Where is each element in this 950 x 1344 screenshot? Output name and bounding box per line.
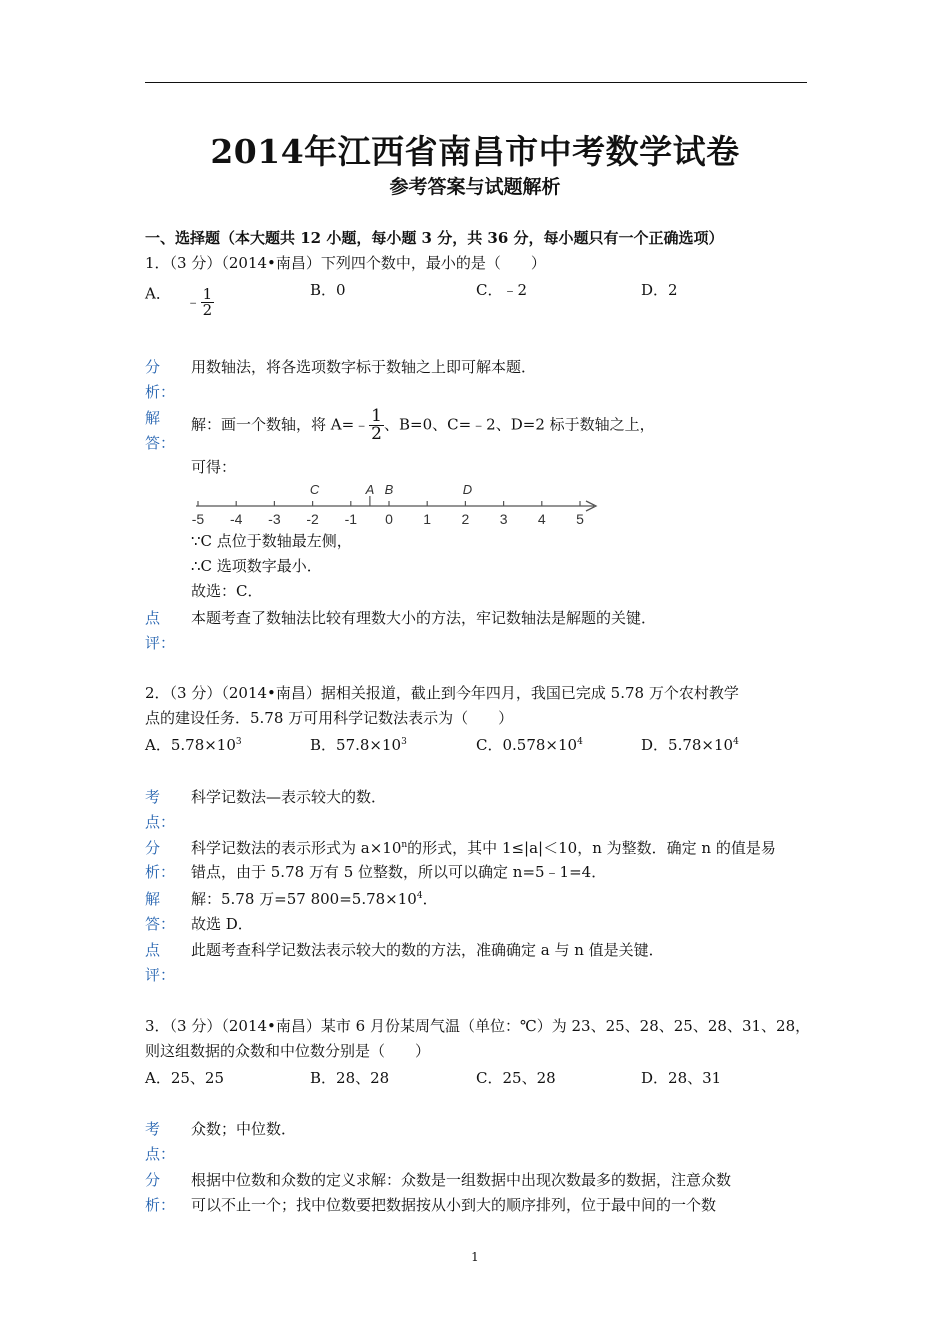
q3-analysis-label-2: 析： (145, 1196, 176, 1214)
q2-answer-label-1: 解 (145, 890, 161, 908)
q1-comment: 本题考查了数轴法比较有理数大小的方法，牢记数轴法是解题的关键． (191, 609, 657, 627)
q2-answer-line-1 (191, 888, 438, 909)
q3-analysis-label-1: 分 (145, 1171, 161, 1189)
q2-option-a (145, 734, 242, 755)
q2-option-d (641, 734, 739, 755)
page-subtitle: 参考答案与试题解析 (389, 176, 561, 198)
q2-keypoint: 科学记数法—表示较大的数． (191, 788, 387, 806)
number-line-tick-label: -5 (191, 511, 205, 527)
q1-option-a-sign: ﹣ (185, 292, 201, 311)
q2-option-c-base: C．0.578×10 (476, 736, 578, 754)
q1-answer-fraction (369, 408, 384, 443)
q2-comment: 此题考查科学记数法表示较大的数的方法，准确确定 a 与 n 值是关键． (191, 941, 664, 959)
q1-stem: 1．（3 分）（2014•南昌）下列四个数中，最小的是（ ） (145, 254, 546, 272)
q2-option-b-base: B．57.8×10 (310, 736, 402, 754)
q1-answer-line-2: 可得： (191, 458, 237, 476)
number-line-tick-label: 3 (499, 511, 508, 527)
q1-analysis-label-1: 分 (145, 358, 161, 376)
q2-answer-exponent: 4 (416, 891, 423, 901)
q1-option-a-fraction (201, 287, 215, 318)
q1-answer-label-1: 解 (145, 409, 161, 427)
q1-answer-denominator: 2 (371, 424, 382, 444)
section-heading: 一、选择题（本大题共 12 小题，每小题 3 分，共 36 分，每小题只有一个正确选项） (145, 229, 724, 247)
q1-option-d: D．2 (641, 281, 678, 299)
number-line-tick-label: -4 (229, 511, 243, 527)
q1-option-c: C．﹣2 (476, 281, 528, 299)
q1-analysis: 用数轴法，将各选项数字标于数轴之上即可解本题． (191, 358, 537, 376)
q1-option-a-numerator: 1 (202, 285, 213, 303)
q1-answer-line-3: ∵C 点位于数轴最左侧， (191, 532, 352, 550)
q1-option-a-prefix: A． (145, 284, 171, 303)
q1-answer-line-1 (191, 408, 655, 443)
number-line-tick-label: 0 (385, 511, 393, 527)
number-line-tick-label: 4 (537, 511, 546, 527)
q2-answer-end: ． (422, 890, 438, 908)
number-line-tick-label: 1 (423, 511, 432, 527)
q3-keypoint-label-2: 点： (145, 1145, 176, 1163)
page-number: 1 (471, 1250, 479, 1264)
number-line-point-label: C (309, 482, 320, 497)
q1-answer-post: 、B=0、C=﹣2、D=2 标于数轴之上， (384, 415, 655, 434)
q1-answer-pre: 解：画一个数轴，将 A=﹣ (191, 415, 370, 434)
q2-analysis-line-2: 错点，由于 5.78 万有 5 位整数，所以可以确定 n=5﹣1=4． (191, 863, 607, 881)
q1-answer-label-2: 答： (145, 434, 176, 452)
q1-analysis-label-2: 析： (145, 383, 176, 401)
q3-keypoint: 众数；中位数． (191, 1120, 297, 1138)
q3-option-c: C．25、28 (476, 1069, 556, 1087)
q1-option-a-denominator: 2 (202, 301, 213, 319)
q1-option-b: B．0 (310, 281, 346, 299)
q3-keypoint-label-1: 考 (145, 1120, 161, 1138)
q1-answer-line-5: 故选：C． (191, 582, 263, 600)
q2-answer-line-2: 故选 D． (191, 915, 253, 933)
q2-analysis-line-1 (191, 837, 776, 858)
q2-option-b-exponent: 3 (401, 737, 407, 747)
q1-option-a (145, 279, 214, 319)
number-line-point-label: B (384, 482, 394, 497)
q2-option-a-exponent: 3 (235, 737, 242, 747)
q2-analysis-exponent: n (401, 840, 408, 850)
top-rule (145, 82, 807, 83)
q2-keypoint-label-1: 考 (145, 788, 161, 806)
q1-comment-label-2: 评： (145, 634, 176, 652)
q2-option-b (310, 734, 407, 755)
q2-answer-label-2: 答： (145, 915, 176, 933)
q2-option-d-exponent: 4 (733, 737, 739, 747)
q3-analysis-line-1: 根据中位数和众数的定义求解：众数是一组数据中出现次数最多的数据，注意众数 (191, 1171, 732, 1189)
number-line-tick-label: -2 (306, 511, 319, 527)
q1-number-line (186, 476, 606, 532)
page-title: 2014年江西省南昌市中考数学试卷 (210, 132, 740, 171)
number-line-tick-label: 5 (576, 511, 584, 527)
q2-option-c-exponent: 4 (577, 737, 583, 747)
q3-analysis-line-2: 可以不止一个；找中位数要把数据按从小到大的顺序排列，位于最中间的一个数 (191, 1196, 717, 1214)
q3-option-a: A．25、25 (145, 1069, 225, 1087)
q1-answer-numerator: 1 (371, 406, 382, 426)
q2-stem-line-1: 2．（3 分）（2014•南昌）据相关报道，截止到今年四月，我国已完成 5.78 万个农村教学 (145, 684, 739, 702)
number-line-tick-label: 2 (461, 511, 470, 527)
number-line-point-label: D (462, 482, 473, 497)
q2-analysis-label-1: 分 (145, 839, 161, 857)
q2-analysis-label-2: 析： (145, 863, 176, 881)
q2-option-c (476, 734, 583, 755)
q2-stem-line-2: 点的建设任务．5.78 万可用科学记数法表示为（ ） (145, 709, 514, 727)
q1-answer-line-4: ∴C 选项数字最小． (191, 557, 322, 575)
q2-answer-base: 解：5.78 万=57 800=5.78×10 (191, 890, 417, 908)
q3-option-b: B．28、28 (310, 1069, 390, 1087)
q2-keypoint-label-2: 点： (145, 813, 176, 831)
q3-stem-line-2: 则这组数据的众数和中位数分别是（ ） (145, 1042, 431, 1060)
q1-option-a-value (186, 287, 215, 318)
q2-comment-label-1: 点 (145, 941, 161, 959)
number-line-point-label: A (365, 482, 375, 497)
q3-option-d: D．28、31 (641, 1069, 722, 1087)
q1-comment-label-1: 点 (145, 609, 161, 627)
q2-option-a-base: A．5.78×10 (145, 736, 236, 754)
number-line-tick-label: -1 (344, 511, 358, 527)
q2-analysis-part-b: 的形式，其中 1≤|a|＜10，n 为整数．确定 n 的值是易 (407, 839, 776, 857)
q2-comment-label-2: 评： (145, 966, 176, 984)
q2-option-d-base: D．5.78×10 (641, 736, 734, 754)
q3-stem-line-1: 3．（3 分）（2014•南昌）某市 6 月份某周气温（单位：℃）为 23、25、28、25、28、31、28， (145, 1017, 811, 1035)
number-line-tick-label: -3 (268, 511, 281, 527)
q2-analysis-part-a: 科学记数法的表示形式为 a×10 (191, 839, 402, 857)
